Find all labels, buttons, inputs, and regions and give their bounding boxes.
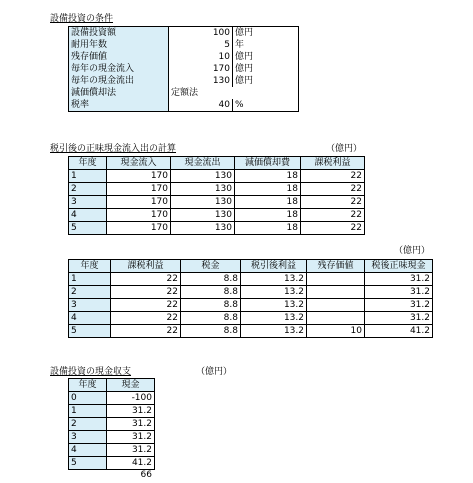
condition-row [69, 39, 299, 51]
value-cell: 8.8 [181, 312, 241, 325]
condition-label: 残存価値 [69, 51, 169, 63]
table-row [69, 312, 433, 325]
column-header: 年度 [69, 260, 111, 273]
table-row [69, 444, 155, 457]
column-header: 年度 [69, 157, 107, 170]
value-cell: 13.2 [241, 286, 307, 299]
table-row [69, 209, 365, 222]
column-header: 現金 [107, 379, 155, 392]
table3-unit: （億円） [196, 367, 233, 377]
column-header: 課税利益 [301, 157, 365, 170]
value-cell: 130 [171, 183, 235, 196]
investment-cash-table [68, 378, 155, 470]
value-cell: 31.2 [107, 444, 155, 457]
condition-value: 130 [169, 75, 233, 87]
condition-unit: 億円 [233, 75, 299, 87]
table-row [69, 286, 433, 299]
year-cell: 1 [69, 273, 111, 286]
value-cell: 31.2 [107, 405, 155, 418]
value-cell: 8.8 [181, 325, 241, 338]
year-cell: 2 [69, 286, 111, 299]
value-cell: 170 [107, 196, 171, 209]
condition-unit: 億円 [233, 51, 299, 63]
year-cell: 0 [69, 392, 107, 405]
value-cell: 22 [111, 325, 181, 338]
table-row [69, 325, 433, 338]
value-cell: 130 [171, 170, 235, 183]
condition-row [69, 63, 299, 75]
table3-title: 設備投資の現金収支 [50, 367, 132, 377]
condition-unit: 億円 [233, 63, 299, 75]
condition-value: 10 [169, 51, 233, 63]
value-cell: 22 [301, 196, 365, 209]
value-cell: 8.8 [181, 286, 241, 299]
value-cell: 31.2 [365, 299, 433, 312]
condition-label: 税率 [69, 99, 169, 112]
column-header: 課税利益 [111, 260, 181, 273]
table-row [69, 299, 433, 312]
value-cell: 22 [301, 209, 365, 222]
value-cell [307, 312, 365, 325]
conditions-title: 設備投資の条件 [50, 14, 114, 24]
table-row [69, 196, 365, 209]
table-row [69, 222, 365, 235]
value-cell: 13.2 [241, 299, 307, 312]
year-cell: 4 [69, 444, 107, 457]
condition-unit: 億円 [233, 27, 299, 40]
year-cell: 2 [69, 183, 107, 196]
value-cell: 10 [307, 325, 365, 338]
value-cell: 22 [111, 273, 181, 286]
condition-value: 170 [169, 63, 233, 75]
year-cell: 2 [69, 418, 107, 431]
value-cell: 18 [235, 183, 301, 196]
value-cell: 31.2 [365, 286, 433, 299]
value-cell: 170 [107, 222, 171, 235]
condition-unit: 年 [233, 39, 299, 51]
value-cell: 18 [235, 222, 301, 235]
value-cell: 41.2 [365, 325, 433, 338]
column-header: 減価償却費 [235, 157, 301, 170]
condition-row [69, 27, 299, 40]
year-cell: 4 [69, 209, 107, 222]
column-header: 現金流入 [107, 157, 171, 170]
year-cell: 3 [69, 299, 111, 312]
value-cell: 8.8 [181, 299, 241, 312]
value-cell: 130 [171, 196, 235, 209]
condition-unit [233, 87, 299, 99]
table-row [69, 392, 155, 405]
value-cell: 41.2 [107, 457, 155, 470]
column-header: 税金 [181, 260, 241, 273]
condition-value: 5 [169, 39, 233, 51]
value-cell: 22 [301, 170, 365, 183]
net-cash-flow-table [68, 156, 365, 235]
after-tax-table [68, 259, 433, 338]
condition-label: 減価償却法 [69, 87, 169, 99]
value-cell: 170 [107, 183, 171, 196]
table1-title: 税引後の正味現金流入出の計算 [50, 144, 177, 154]
table-row [69, 170, 365, 183]
value-cell [307, 273, 365, 286]
column-header: 税引後利益 [241, 260, 307, 273]
table-row [69, 431, 155, 444]
value-cell: 18 [235, 170, 301, 183]
year-cell: 4 [69, 312, 111, 325]
value-cell: 170 [107, 170, 171, 183]
table1-unit: （億円） [326, 144, 363, 154]
condition-label: 耐用年数 [69, 39, 169, 51]
year-cell: 5 [69, 222, 107, 235]
condition-label: 設備投資額 [69, 27, 169, 40]
value-cell: 13.2 [241, 312, 307, 325]
value-cell: 8.8 [181, 273, 241, 286]
year-cell: 1 [69, 405, 107, 418]
value-cell [307, 286, 365, 299]
value-cell: 18 [235, 209, 301, 222]
value-cell: 13.2 [241, 273, 307, 286]
condition-value: 定額法 [169, 87, 233, 99]
year-cell: 3 [69, 431, 107, 444]
condition-row [69, 75, 299, 87]
value-cell [307, 299, 365, 312]
value-cell: 22 [111, 299, 181, 312]
condition-row [69, 51, 299, 63]
table2-unit: （億円） [394, 246, 431, 256]
year-cell: 1 [69, 170, 107, 183]
value-cell: 31.2 [365, 273, 433, 286]
value-cell: 18 [235, 196, 301, 209]
condition-row [69, 99, 299, 112]
conditions-table [68, 26, 299, 112]
year-cell: 3 [69, 196, 107, 209]
column-header: 税後正味現金 [365, 260, 433, 273]
value-cell: -100 [107, 392, 155, 405]
value-cell: 22 [301, 222, 365, 235]
condition-row [69, 87, 299, 99]
year-cell: 5 [69, 325, 111, 338]
value-cell: 130 [171, 209, 235, 222]
condition-label: 毎年の現金流入 [69, 63, 169, 75]
condition-unit: % [233, 99, 299, 112]
condition-value: 40 [169, 99, 233, 112]
table-row [69, 183, 365, 196]
condition-value: 100 [169, 27, 233, 40]
column-header: 残存価値 [307, 260, 365, 273]
value-cell: 31.2 [365, 312, 433, 325]
table-row [69, 273, 433, 286]
table-row [69, 457, 155, 470]
value-cell: 31.2 [107, 418, 155, 431]
value-cell: 31.2 [107, 431, 155, 444]
table3-total: 66 [140, 470, 152, 480]
value-cell: 130 [171, 222, 235, 235]
value-cell: 22 [111, 286, 181, 299]
column-header: 現金流出 [171, 157, 235, 170]
value-cell: 13.2 [241, 325, 307, 338]
value-cell: 22 [301, 183, 365, 196]
year-cell: 5 [69, 457, 107, 470]
value-cell: 170 [107, 209, 171, 222]
value-cell: 22 [111, 312, 181, 325]
table-row [69, 405, 155, 418]
condition-label: 毎年の現金流出 [69, 75, 169, 87]
table-row [69, 418, 155, 431]
column-header: 年度 [69, 379, 107, 392]
